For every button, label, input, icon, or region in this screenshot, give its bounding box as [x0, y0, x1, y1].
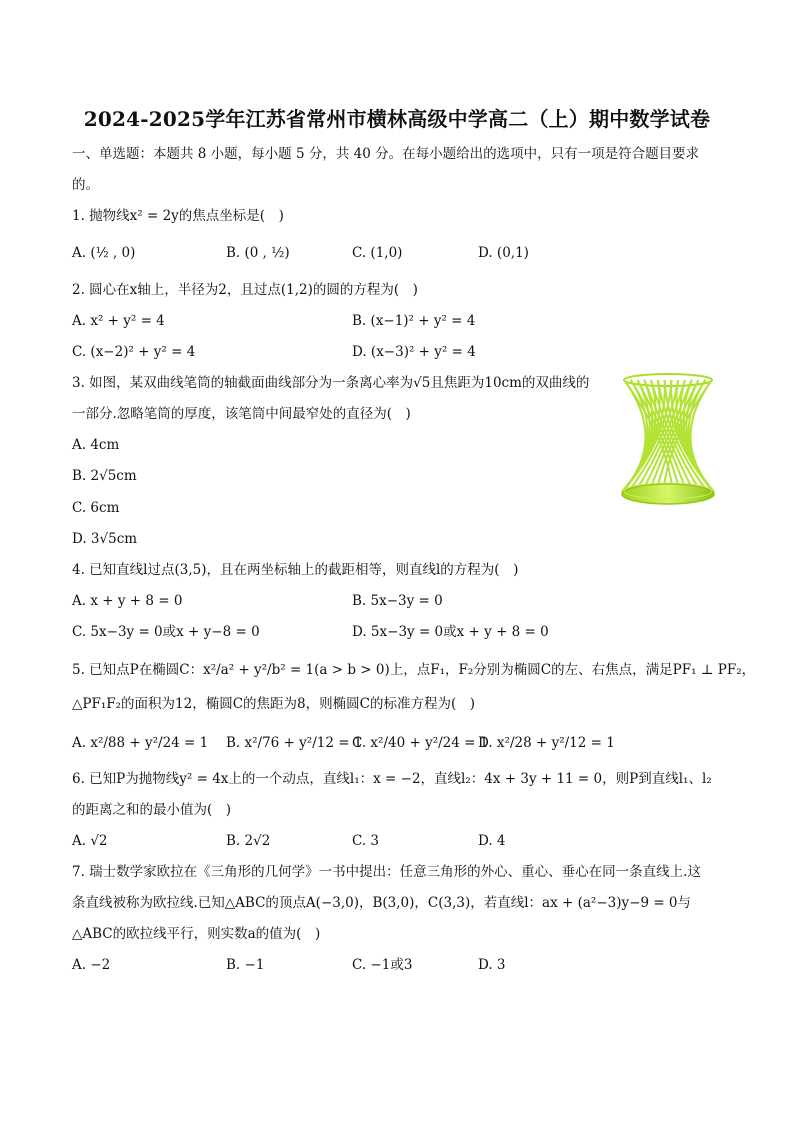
question-7-stem-line2: 条直线被称为欧拉线.已知△ABC的顶点A(−3,0)，B(3,0)，C(3,3)，若直线l：ax + (a²−3)y−9 = 0与	[72, 895, 692, 911]
question-7-option-c: C. −1或3	[352, 957, 413, 973]
question-1-option-a: A. (½ , 0)	[72, 245, 136, 261]
question-2-option-d: D. (x−3)² + y² = 4	[352, 344, 476, 360]
question-7-option-a: A. −2	[72, 957, 111, 973]
question-5-option-a: A. x²/88 + y²/24 = 1	[72, 735, 209, 751]
question-2-stem: 2. 圆心在x轴上，半径为2，且过点(1,2)的圆的方程为( )	[72, 282, 418, 298]
question-5-option-b: B. x²/76 + y²/12 = 1	[226, 735, 363, 751]
question-3-option-a: A. 4cm	[72, 437, 120, 453]
question-4-option-a: A. x + y + 8 = 0	[72, 593, 183, 609]
section-heading-line2: 的。	[72, 177, 99, 193]
page-title: 2024-2025学年江苏省常州市横林高级中学高二（上）期中数学试卷	[83, 107, 711, 131]
question-1-stem: 1. 抛物线x² = 2y的焦点坐标是( )	[72, 208, 284, 224]
question-3-option-b: B. 2√5cm	[72, 468, 137, 484]
question-3-option-c: C. 6cm	[72, 500, 120, 516]
question-6-option-c: C. 3	[352, 833, 380, 849]
pen-holder-strand	[690, 380, 714, 492]
question-7-stem-line1: 7. 瑞士数学家欧拉在《三角形的几何学》一书中提出：任意三角形的外心、重心、垂心在同一条直线上.这	[72, 864, 701, 880]
question-3-stem-line1: 3. 如图，某双曲线笔筒的轴截面曲线部分为一条离心率为√5且焦距为10cm的双曲线的	[72, 375, 590, 391]
question-1-option-d: D. (0,1)	[478, 245, 529, 261]
question-7-stem-line3: △ABC的欧拉线平行，则实数a的值为( )	[72, 926, 321, 942]
question-2-option-a: A. x² + y² = 4	[72, 313, 165, 329]
question-4-stem: 4. 已知直线l过点(3,5)，且在两坐标轴上的截距相等，则直线l的方程为( )	[72, 562, 519, 578]
question-4-option-b: B. 5x−3y = 0	[352, 593, 443, 609]
question-6-stem-line2: 的距离之和的最小值为( )	[72, 802, 232, 818]
question-2-option-b: B. (x−1)² + y² = 4	[352, 313, 476, 329]
question-1-option-c: C. (1,0)	[352, 245, 403, 261]
question-6-option-d: D. 4	[478, 833, 506, 849]
question-6-stem-line1: 6. 已知P为抛物线y² = 4x上的一个动点，直线l₁：x = −2，直线l₂：4x + 3y + 11 = 0，则P到直线l₁、l₂	[72, 771, 712, 787]
question-5-stem-line1: 5. 已知点P在椭圆C：x²/a² + y²/b² = 1(a > b > 0)上，点F₁，F₂分别为椭圆C的左、右焦点，满足PF₁ ⊥ PF₂，	[72, 662, 756, 678]
question-4-option-c: C. 5x−3y = 0或x + y−8 = 0	[72, 624, 260, 640]
question-7-option-b: B. −1	[226, 957, 265, 973]
question-5-option-d: D. x²/28 + y²/12 = 1	[478, 735, 615, 751]
question-7-option-d: D. 3	[478, 957, 506, 973]
question-2-option-c: C. (x−2)² + y² = 4	[72, 344, 196, 360]
section-heading-line1: 一、单选题：本题共 8 小题，每小题 5 分，共 40 分。在每小题给出的选项中，只有一项是符合题目要求	[72, 146, 700, 162]
question-5-stem-line2: △PF₁F₂的面积为12，椭圆C的焦距为8，则椭圆C的标准方程为( )	[72, 696, 475, 712]
question-6-option-a: A. √2	[72, 833, 108, 849]
question-1-option-b: B. (0 , ½)	[226, 245, 290, 261]
question-6-option-b: B. 2√2	[226, 833, 271, 849]
question-3-stem-line2: 一部分.忽略笔筒的厚度，该笔筒中间最窄处的直径为( )	[72, 406, 411, 422]
question-4-option-d: D. 5x−3y = 0或x + y + 8 = 0	[352, 624, 549, 640]
question-5-option-c: C. x²/40 + y²/24 = 1	[352, 735, 489, 751]
question-3-option-d: D. 3√5cm	[72, 531, 138, 547]
hyperbolic-pen-holder-image	[616, 370, 720, 510]
